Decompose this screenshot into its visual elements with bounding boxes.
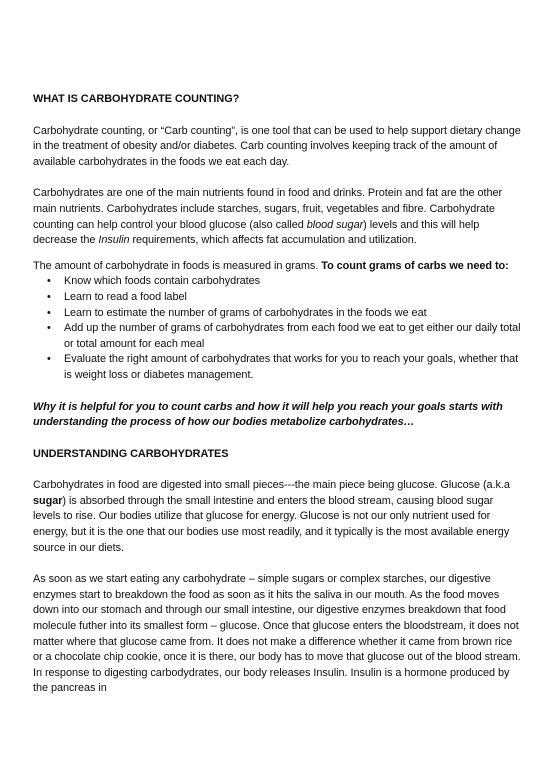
- section-heading-understanding: UNDERSTANDING CARBOHYDRATES: [33, 447, 229, 460]
- bullet-list: [33, 274, 521, 383]
- list-item: [33, 352, 521, 383]
- list-item-text: Know which foods contain carbohydrates: [64, 275, 261, 288]
- bullet-icon: •: [47, 306, 51, 319]
- list-item: [33, 290, 521, 306]
- list-item: [33, 274, 521, 290]
- bullet-icon: •: [47, 275, 51, 288]
- paragraph-grams-text: The amount of carbohydrate in foods is measured in grams.: [33, 259, 322, 272]
- bold-count-grams: To count grams of carbs we need to:: [321, 259, 509, 272]
- document-body: [33, 92, 521, 697]
- paragraph-intro: Carbohydrate counting, or “Carb counting”, is one tool that can be used to help support dietary change in the treatment of obesity and/or diabetes. Carb counting involves keeping track of the amount of available carbohydrates in the foods we eat each day.: [33, 124, 521, 168]
- paragraph-digestion: [33, 478, 521, 556]
- emphasis-paragraph: Why it is helpful for you to count carbs and how it will help you reach your goals starts with understanding the process of how our bodies metabolize carbohydrates…: [33, 400, 503, 429]
- paragraph-grams: [33, 259, 521, 275]
- paragraph-nutrients-text-c: requirements, which affects fat accumulation and utilization.: [129, 234, 417, 247]
- bullet-icon: •: [47, 353, 51, 366]
- list-item-text: Learn to read a food label: [64, 290, 187, 303]
- paragraph-nutrients-text-a: Carbohydrates are one of the main nutrients found in food and drinks. Protein and fat are the other main nutrients. Carbohydrates include starches, sugars, fruit, vegetables and fibre. Carbohydrate counting can help control your blood glucose (also called: [33, 187, 503, 231]
- list-item-text: Evaluate the right amount of carbohydrates that works for you to reach your goals, whether that is weight loss or diabetes management.: [64, 353, 519, 381]
- paragraph-digestion-text-a: Carbohydrates in food are digested into small pieces---the main piece being glucose. Glucose (a.k.a: [33, 479, 510, 492]
- bullet-icon: •: [47, 322, 51, 335]
- list-item: [33, 321, 521, 352]
- paragraph-enzymes: As soon as we start eating any carbohydrate – simple sugars or complex starches, our digestive enzymes start to breakdown the food as soon as it hits the saliva in our mouth. As the food moves down into our stomach and through our small intestine, our digestive enzymes breakdown that food molecule futher into its smallest form – glucose. Once that glucose enters the bloodstream, it does not matter where that glucose came from. It does not make a difference whether it came from brown rice or a chocolate chip cookie, once it is there, our body has to move that glucose out of the blood stream. In response to digesting carbodydrates, our body releases Insulin. Insulin is a hormone produced by the pancreas in: [33, 573, 521, 695]
- list-item-text: Add up the number of grams of carbohydrates from each food we eat to get either our daily total or total amount for each meal: [64, 322, 521, 350]
- paragraph-nutrients-text-b: ) levels and this will help decrease the: [33, 218, 480, 247]
- bold-sugar: sugar: [33, 494, 63, 507]
- bullet-icon: •: [47, 290, 51, 303]
- list-item: [33, 306, 521, 322]
- list-item-text: Learn to estimate the number of grams of carbohydrates in the foods we eat: [64, 306, 427, 319]
- italic-blood-sugar: blood sugar: [306, 218, 364, 231]
- italic-insulin: Insulin: [98, 234, 130, 247]
- paragraph-digestion-text-b: ) is absorbed through the small intestine and enters the blood stream, causing blood sugar levels to rise. Our bodies utilize that glucose for energy. Glucose is not our only nutrient used for energy, but it is the one that our bodies use most readily, and it typically is the most available energy source in our diets.: [33, 494, 510, 554]
- paragraph-nutrients: [33, 186, 521, 248]
- section-heading-carb-counting: WHAT IS CARBOHYDRATE COUNTING?: [33, 93, 240, 105]
